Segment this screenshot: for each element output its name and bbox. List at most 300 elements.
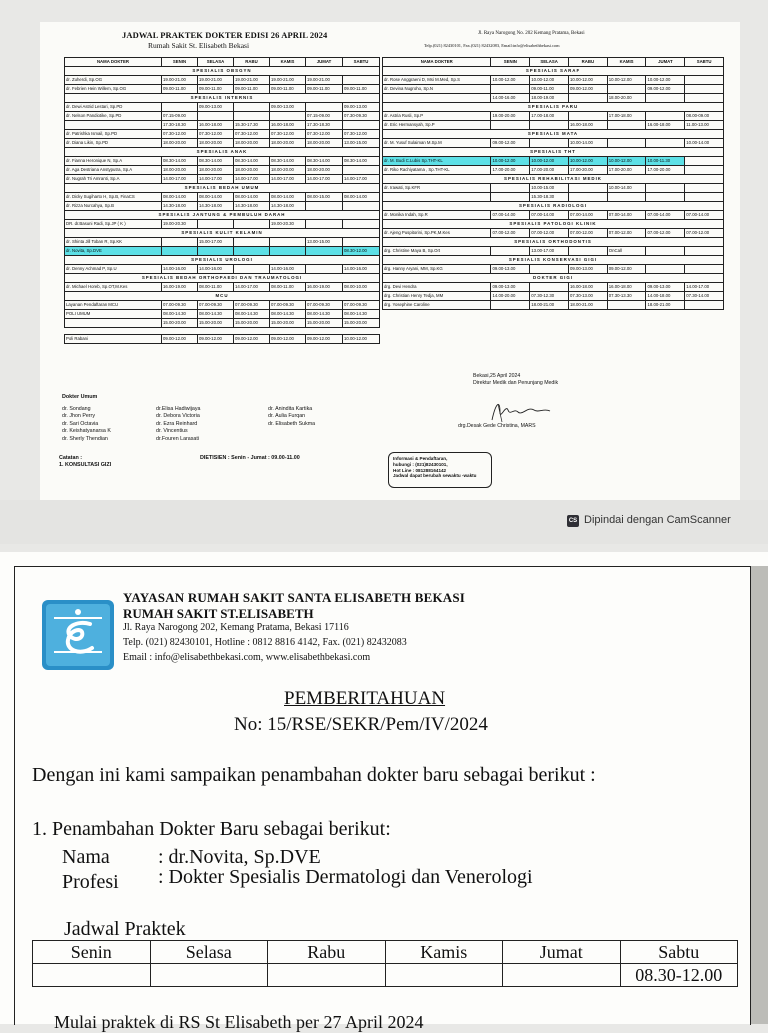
schedule-time-cell: 09.00-12.00 bbox=[491, 139, 530, 148]
schedule-time-cell: 07.30-12.00 bbox=[343, 130, 380, 139]
schedule-section-row bbox=[383, 238, 724, 247]
schedule-row bbox=[65, 220, 380, 229]
dietisien-note: DIETISIEN : Senin - Jumat : 09.00-11.00 bbox=[200, 455, 300, 461]
catatan-label: Catatan : bbox=[59, 455, 83, 461]
schedule-time-cell: 16.00-18.00 bbox=[198, 121, 234, 130]
schedule-section-row bbox=[65, 211, 380, 220]
schedule-row bbox=[383, 193, 724, 202]
schedule-time-cell bbox=[491, 193, 530, 202]
schedule-row bbox=[383, 211, 724, 220]
schedule-time-cell: 09.00-12.00 bbox=[607, 265, 646, 274]
schedule-row bbox=[65, 247, 380, 256]
nama-label: Nama bbox=[62, 846, 110, 868]
schedule-time-cell: 14.30-18.00 bbox=[162, 202, 198, 211]
section-label: SPESIALIS KULIT KELAMIN bbox=[65, 229, 380, 238]
schedule-time-cell: 17.30-18.30 bbox=[306, 121, 343, 130]
doctor-name-cell: drg. Christine Maya B, Sp.Ort bbox=[383, 247, 491, 256]
schedule-time-cell: 08.30-14.00 bbox=[343, 157, 380, 166]
place-date: Bekasi,25 April 2024 bbox=[473, 373, 521, 379]
schedule-time-cell bbox=[685, 247, 724, 256]
schedule-time-cell: 19.00-20.00 bbox=[491, 112, 530, 121]
schedule-time-cell: 14.00-17.00 bbox=[306, 175, 343, 184]
schedule-time-cell: 14.00-17.00 bbox=[234, 175, 270, 184]
dokter-umum-name: dr. Jhon Perry bbox=[62, 413, 95, 420]
schedule-time-cell: 07.15-09.00 bbox=[162, 112, 198, 121]
schedule-time-cell bbox=[234, 238, 270, 247]
doctor-name-cell: Layanan Pendaftaran MCU bbox=[65, 301, 162, 310]
schedule-time-cell bbox=[685, 94, 724, 103]
hospital-phone: Telp. (021) 82430101, Hotline : 0812 8816 4142, Fax. (021) 82432083 bbox=[123, 637, 407, 648]
camscanner-logo-icon: CS bbox=[567, 515, 579, 527]
info-box bbox=[388, 452, 492, 488]
schedule-time-cell bbox=[685, 184, 724, 193]
schedule-time-cell: 19.00-20.30 bbox=[270, 220, 306, 229]
schedule-time-cell: 11.00-13.00 bbox=[685, 121, 724, 130]
dokter-umum-list-1 bbox=[62, 406, 111, 443]
section-label: SPESIALIS MATA bbox=[383, 130, 724, 139]
schedule-row bbox=[383, 94, 724, 103]
schedule-time-cell bbox=[198, 112, 234, 121]
schedule-time-cell: 07.00-14.00 bbox=[568, 211, 607, 220]
schedule-time-cell: OnCall bbox=[607, 247, 646, 256]
schedule-time-cell: 08.00-14.30 bbox=[343, 310, 380, 319]
doctor-name-cell: dr. Fianna Heronique N, Sp.A bbox=[65, 157, 162, 166]
schedule-table-left bbox=[64, 57, 380, 344]
schedule-time-cell: 18.00-20.00 bbox=[270, 139, 306, 148]
section-label: SPESIALIS REHABILITASI MEDIK bbox=[383, 175, 724, 184]
jadwal-day: Selasa bbox=[150, 941, 268, 964]
schedule-section-row bbox=[65, 94, 380, 103]
section-label: MCU bbox=[65, 292, 380, 301]
dokter-umum-name: dr. Anindita Kartika bbox=[268, 406, 313, 412]
schedule-time-cell bbox=[568, 184, 607, 193]
schedule-time-cell: 15.00-20.00 bbox=[234, 319, 270, 328]
schedule-time-cell: 07.00-12.00 bbox=[685, 229, 724, 238]
schedule-row bbox=[383, 166, 724, 175]
schedule-time-cell: 07.00-14.00 bbox=[685, 211, 724, 220]
schedule-time-cell: 18.00-20.00 bbox=[234, 166, 270, 175]
org-name: YAYASAN RUMAH SAKIT SANTA ELISABETH BEKASI bbox=[123, 590, 466, 605]
schedule-time-cell: 15.00-20.00 bbox=[198, 319, 234, 328]
doctor-name-cell: Poli Rabani bbox=[65, 335, 162, 344]
schedule-time-cell: 08.00-14.30 bbox=[234, 310, 270, 319]
schedule-row bbox=[65, 319, 380, 328]
schedule-time-cell: 08.00-15.00 bbox=[306, 193, 343, 202]
letter-title: PEMBERITAHUAN bbox=[284, 688, 446, 709]
schedule-time-cell: 07.00-09.30 bbox=[162, 301, 198, 310]
schedule-time-cell bbox=[270, 238, 306, 247]
schedule-time-cell: 07.00-09.30 bbox=[343, 301, 380, 310]
camscanner-label: Dipindai dengan CamScanner bbox=[584, 514, 731, 526]
scan-edge bbox=[751, 566, 768, 1024]
doctor-name-cell: dr. Denny Achmad P, Sp.U bbox=[65, 265, 162, 274]
schedule-row bbox=[65, 301, 380, 310]
schedule-time-cell: 17.00-18.00 bbox=[530, 112, 569, 121]
signature-block bbox=[473, 373, 558, 387]
schedule-time-cell bbox=[530, 265, 569, 274]
section-label: SPESIALIS THT bbox=[383, 148, 724, 157]
schedule-time-cell bbox=[234, 265, 270, 274]
schedule-column-header: SENIN bbox=[162, 58, 198, 67]
schedule-time-cell: 09.00-13.00 bbox=[491, 283, 530, 292]
schedule-time-cell: 09.00-12.00 bbox=[646, 85, 685, 94]
doctor-name-cell: dr. Riko Rachiyatama , Sp.THT-KL bbox=[383, 166, 491, 175]
doctor-name-cell: dr. Shinta Jill Toban R, Sp.KK bbox=[65, 238, 162, 247]
schedule-column-header: NAMA DOKTER bbox=[65, 58, 162, 67]
doctor-name-cell: dr. Patrishka Ismail, Sp.PD bbox=[65, 130, 162, 139]
schedule-time-cell: 10.00-12.00 bbox=[530, 76, 569, 85]
schedule-time-cell: 10.00-12.00 bbox=[607, 76, 646, 85]
schedule-time-cell: 10.00-12.00 bbox=[491, 157, 530, 166]
dokter-umum-name: dr. Ezra Reinhard bbox=[156, 420, 198, 427]
schedule-row bbox=[65, 76, 380, 85]
jadwal-table bbox=[32, 940, 738, 987]
hospital-address: Jl. Raya Narogong 202, Kemang Pratama, Bekasi 17116 bbox=[123, 622, 349, 633]
schedule-time-cell bbox=[607, 121, 646, 130]
doctor-name-cell: dr. Michael Horeb, Sp.OT,M.Kes bbox=[65, 283, 162, 292]
section-label: DOKTER GIGI bbox=[383, 274, 724, 283]
schedule-time-cell bbox=[646, 247, 685, 256]
section-label: SPESIALIS RADIOLOGI bbox=[383, 202, 724, 211]
schedule-time-cell: 19.00-20.30 bbox=[162, 220, 198, 229]
schedule-time-cell: 08.00-11.00 bbox=[198, 283, 234, 292]
schedule-row bbox=[383, 112, 724, 121]
schedule-time-cell: 07.30-13.00 bbox=[568, 292, 607, 301]
schedule-column-header: RABU bbox=[234, 58, 270, 67]
schedule-time-cell: 10.00-12.00 bbox=[343, 335, 380, 344]
schedule-row bbox=[65, 103, 380, 112]
schedule-time-cell: 14.00-17.00 bbox=[343, 175, 380, 184]
schedule-column-header: KAMIS bbox=[607, 58, 646, 67]
schedule-time-cell: 07.15-09.00 bbox=[306, 112, 343, 121]
schedule-time-cell: 09.00-11.00 bbox=[306, 85, 343, 94]
schedule-time-cell: 09.00-12.00 bbox=[162, 335, 198, 344]
schedule-row bbox=[383, 85, 724, 94]
schedule-time-cell: 09.00-11.00 bbox=[270, 85, 306, 94]
section-label: SPESIALIS JANTUNG & PEMBULUH DARAH bbox=[65, 211, 380, 220]
schedule-time-cell: 07.00-14.00 bbox=[607, 211, 646, 220]
schedule-row bbox=[383, 283, 724, 292]
section-label: SPESIALIS ORTHODONTIS bbox=[383, 238, 724, 247]
schedule-section-row bbox=[383, 274, 724, 283]
section-label: SPESIALIS OBSGYN bbox=[65, 67, 380, 76]
schedule-time-cell bbox=[491, 247, 530, 256]
schedule-time-cell bbox=[685, 265, 724, 274]
schedule-section-row bbox=[65, 148, 380, 157]
schedule-time-cell bbox=[530, 121, 569, 130]
schedule-row bbox=[65, 335, 380, 344]
schedule-row bbox=[383, 265, 724, 274]
schedule-time-cell: 07.00-09.30 bbox=[270, 301, 306, 310]
schedule-time-cell bbox=[646, 265, 685, 274]
schedule-time-cell: 14.30-18.00 bbox=[270, 202, 306, 211]
schedule-time-cell bbox=[607, 301, 646, 310]
schedule-row bbox=[383, 76, 724, 85]
schedule-time-cell bbox=[568, 247, 607, 256]
jadwal-value bbox=[33, 964, 151, 987]
schedule-time-cell: 07.00-09.30 bbox=[234, 301, 270, 310]
schedule-time-cell: 07.30-14.00 bbox=[685, 292, 724, 301]
schedule-time-cell: 07.30-12.00 bbox=[234, 130, 270, 139]
schedule-time-cell: 14.00-17.00 bbox=[234, 283, 270, 292]
schedule-time-cell: 18.00-20.00 bbox=[162, 139, 198, 148]
schedule-time-cell bbox=[646, 112, 685, 121]
schedule-time-cell: 18.00-21.00 bbox=[646, 301, 685, 310]
schedule-time-cell: 09.00-12.00 bbox=[568, 85, 607, 94]
schedule-section-row bbox=[383, 130, 724, 139]
schedule-time-cell: 10.00-14.00 bbox=[607, 184, 646, 193]
schedule-section-row bbox=[383, 256, 724, 265]
schedule-time-cell bbox=[306, 265, 343, 274]
schedule-time-cell bbox=[306, 202, 343, 211]
schedule-time-cell bbox=[162, 103, 198, 112]
schedule-time-cell: 10.00-11.30 bbox=[646, 157, 685, 166]
section-label: SPESIALIS BEDAH ORTHOPAEDI DAN TRAUMATOLOGI bbox=[65, 274, 380, 283]
info-line: hubungi : (021)82430101, bbox=[393, 461, 448, 467]
schedule-time-cell: 13.00-15.00 bbox=[306, 238, 343, 247]
schedule-time-cell bbox=[234, 112, 270, 121]
schedule-time-cell: 14.30-18.00 bbox=[198, 202, 234, 211]
profesi-value: : Dokter Spesialis Dermatologi dan Venerologi bbox=[158, 866, 533, 888]
schedule-time-cell: 15.00-20.00 bbox=[162, 319, 198, 328]
schedule-time-cell bbox=[306, 247, 343, 256]
schedule-column-header: SENIN bbox=[491, 58, 530, 67]
schedule-time-cell: 07.00-12.00 bbox=[530, 229, 569, 238]
doctor-name-cell: dr. Devina Nugroho, Sp.N bbox=[383, 85, 491, 94]
schedule-row bbox=[65, 202, 380, 211]
schedule-time-cell bbox=[162, 247, 198, 256]
schedule-time-cell bbox=[685, 193, 724, 202]
schedule-time-cell: 08.00-14.30 bbox=[270, 310, 306, 319]
schedule-time-cell: 08.00-14.00 bbox=[162, 193, 198, 202]
schedule-time-cell bbox=[306, 103, 343, 112]
schedule-column-header: SABTU bbox=[685, 58, 724, 67]
schedule-time-cell: 09.00-13.00 bbox=[270, 103, 306, 112]
schedule-table-right bbox=[382, 57, 724, 310]
schedule-time-cell bbox=[568, 94, 607, 103]
letter-item-1: 1. Penambahan Dokter Baru sebagai berikut: bbox=[32, 818, 391, 840]
schedule-address: Jl. Raya Narogong No. 202 Kemang Pratama, Bekasi bbox=[478, 31, 585, 36]
schedule-time-cell: 14.00-17.00 bbox=[198, 175, 234, 184]
schedule-time-cell: 09.00-11.00 bbox=[198, 85, 234, 94]
schedule-time-cell bbox=[685, 301, 724, 310]
schedule-time-cell bbox=[198, 247, 234, 256]
doctor-name-cell: dr. M. Yusuf Sulaiman M.Sp.M bbox=[383, 139, 491, 148]
schedule-time-cell: 17.00-20.00 bbox=[568, 166, 607, 175]
catatan-item: 1. KONSULTASI GIZI bbox=[59, 462, 112, 469]
schedule-subtitle: Rumah Sakit St. Elisabeth Bekasi bbox=[148, 41, 250, 50]
schedule-section-row bbox=[65, 229, 380, 238]
letter-intro: Dengan ini kami sampaikan penambahan dokter baru sebagai berikut : bbox=[32, 764, 596, 786]
dokter-umum-list-3 bbox=[268, 406, 315, 428]
schedule-time-cell bbox=[343, 202, 380, 211]
schedule-time-cell: 13.00-15.00 bbox=[343, 139, 380, 148]
schedule-time-cell: 18.00-20.00 bbox=[234, 139, 270, 148]
schedule-column-header: RABU bbox=[568, 58, 607, 67]
jadwal-value bbox=[385, 964, 503, 987]
schedule-row bbox=[65, 283, 380, 292]
schedule-time-cell: 16.00-18.00 bbox=[568, 121, 607, 130]
doctor-name-cell: dr. Zuherdi, Sp.OG bbox=[65, 76, 162, 85]
doctor-name-cell: drg. Christian Henry Tedja, MM bbox=[383, 292, 491, 301]
schedule-time-cell: 17.00-20.00 bbox=[530, 166, 569, 175]
schedule-time-cell: 07.30-12.00 bbox=[306, 130, 343, 139]
schedule-time-cell: 17.00-20.00 bbox=[646, 166, 685, 175]
schedule-column-header: JUMAT bbox=[306, 58, 343, 67]
schedule-row bbox=[65, 112, 380, 121]
dokter-umum-name: dr. Vincentius bbox=[156, 428, 188, 435]
schedule-time-cell: 15.00-17.00 bbox=[198, 238, 234, 247]
dokter-umum-list-2 bbox=[156, 406, 200, 443]
schedule-time-cell: 08.00-14.00 bbox=[343, 193, 380, 202]
schedule-time-cell: 09.00-13.00 bbox=[568, 265, 607, 274]
schedule-time-cell: 14.30-18.00 bbox=[234, 202, 270, 211]
schedule-time-cell bbox=[343, 166, 380, 175]
schedule-time-cell bbox=[234, 220, 270, 229]
schedule-time-cell: 14.00-16.00 bbox=[270, 265, 306, 274]
doctor-name-cell: dr. M. Budi C.Lubis Sp.THT-KL bbox=[383, 157, 491, 166]
jadwal-value bbox=[268, 964, 386, 987]
schedule-time-cell: 08.00-14.30 bbox=[162, 310, 198, 319]
schedule-time-cell bbox=[607, 85, 646, 94]
schedule-time-cell: 08.00-14.00 bbox=[270, 193, 306, 202]
schedule-time-cell: 18.00-20.00 bbox=[198, 166, 234, 175]
schedule-header-row bbox=[65, 58, 380, 67]
schedule-section-row bbox=[383, 67, 724, 76]
hospital-email: Email : info@elisabethbekasi.com, www.elisabethbekasi.com bbox=[123, 652, 371, 663]
schedule-time-cell: 14.00-20.00 bbox=[491, 292, 530, 301]
jadwal-day: Kamis bbox=[385, 941, 503, 964]
schedule-time-cell: 08.00-09.00 bbox=[685, 112, 724, 121]
schedule-section-row bbox=[65, 292, 380, 301]
dokter-umum-name: dr. Sari Octavia bbox=[62, 420, 99, 427]
doctor-name-cell: dr. Nelson Pandiotike, Sp.PD bbox=[65, 112, 162, 121]
section-label: SPESIALIS BEDAH UMUM bbox=[65, 184, 380, 193]
schedule-time-cell bbox=[343, 220, 380, 229]
schedule-time-cell: 07.00-12.00 bbox=[491, 229, 530, 238]
schedule-time-cell: 09.00-12.00 bbox=[234, 335, 270, 344]
schedule-section-row bbox=[65, 274, 380, 283]
jadwal-day: Senin bbox=[33, 941, 151, 964]
schedule-time-cell: 09.00-13.00 bbox=[343, 103, 380, 112]
schedule-row bbox=[65, 85, 380, 94]
schedule-row bbox=[383, 301, 724, 310]
schedule-time-cell: 19.00-21.00 bbox=[306, 76, 343, 85]
schedule-time-cell: 09.00-11.00 bbox=[162, 85, 198, 94]
schedule-time-cell bbox=[530, 283, 569, 292]
schedule-time-cell: 18.00-20.00 bbox=[270, 166, 306, 175]
schedule-time-cell bbox=[491, 85, 530, 94]
schedule-time-cell: 18.00-20.00 bbox=[306, 139, 343, 148]
schedule-time-cell: 15.00-20.00 bbox=[306, 319, 343, 328]
doctor-name-cell: dr. Eric Hermansyah, Sp.P bbox=[383, 121, 491, 130]
schedule-time-cell bbox=[343, 76, 380, 85]
dokter-umum-name: dr. Aulia Furqan bbox=[268, 413, 306, 420]
schedule-time-cell: 07.00-14.00 bbox=[491, 211, 530, 220]
doctor-name-cell: dr. Ajeng Puspitorini, Sp.PK,M.Kes bbox=[383, 229, 491, 238]
info-line: Jadwal dapat berubah sewaktu -waktu bbox=[393, 473, 477, 479]
schedule-time-cell: 16.00-18.00 bbox=[270, 121, 306, 130]
doctor-name-cell: dr. Rizza Nurcahya, Sp.B bbox=[65, 202, 162, 211]
schedule-time-cell: 18.00-21.00 bbox=[568, 301, 607, 310]
doctor-name-cell: dr. Monika Indah, Sp.R bbox=[383, 211, 491, 220]
schedule-title: JADWAL PRAKTEK DOKTER EDISI 26 APRIL 2024 bbox=[122, 30, 328, 40]
schedule-time-cell: 10.00-12.00 bbox=[491, 76, 530, 85]
doctor-name-cell: dr. Nugrah Tri Amranti, Sp.A bbox=[65, 175, 162, 184]
schedule-time-cell: 07.30-12.30 bbox=[530, 292, 569, 301]
schedule-time-cell bbox=[198, 220, 234, 229]
schedule-time-cell: 07.00-09.30 bbox=[306, 301, 343, 310]
schedule-time-cell: 14.00-17.00 bbox=[270, 175, 306, 184]
schedule-time-cell bbox=[162, 238, 198, 247]
jadwal-value: 08.30-12.00 bbox=[620, 964, 738, 987]
jadwal-value bbox=[503, 964, 621, 987]
schedule-time-cell bbox=[491, 301, 530, 310]
section-label: SPESIALIS KONSERVASI GIGI bbox=[383, 256, 724, 265]
schedule-time-cell: 07.00-12.00 bbox=[646, 229, 685, 238]
schedule-column-header: KAMIS bbox=[270, 58, 306, 67]
schedule-time-cell bbox=[646, 184, 685, 193]
schedule-time-cell: 07.30-09.30 bbox=[343, 112, 380, 121]
schedule-time-cell: 14.00-16.00 bbox=[162, 265, 198, 274]
signature-scribble bbox=[488, 398, 558, 424]
schedule-time-cell bbox=[306, 220, 343, 229]
schedule-time-cell: 08.30-14.00 bbox=[162, 157, 198, 166]
letter-number: No: 15/RSE/SEKR/Pem/IV/2024 bbox=[234, 714, 488, 735]
schedule-time-cell: 10.00-14.00 bbox=[685, 139, 724, 148]
doctor-name-cell: dr. Dewi Astrid Lestari, Sp.PD bbox=[65, 103, 162, 112]
schedule-time-cell: 08.30-12.00 bbox=[343, 247, 380, 256]
schedule-time-cell: 07.00-14.00 bbox=[646, 211, 685, 220]
schedule-time-cell bbox=[607, 193, 646, 202]
schedule-time-cell: 07.00-12.00 bbox=[568, 229, 607, 238]
schedule-time-cell: 10.00-12.00 bbox=[568, 157, 607, 166]
schedule-gap-row bbox=[65, 328, 380, 335]
schedule-time-cell: 07.00-12.00 bbox=[607, 229, 646, 238]
section-label: SPESIALIS ANAK bbox=[65, 148, 380, 157]
schedule-time-cell bbox=[530, 139, 569, 148]
schedule-time-cell: 16.00-18.00 bbox=[607, 283, 646, 292]
schedule-column-header: SABTU bbox=[343, 58, 380, 67]
schedule-document bbox=[40, 22, 740, 500]
schedule-row bbox=[65, 121, 380, 130]
schedule-time-cell: 17.00-20.00 bbox=[491, 166, 530, 175]
info-line: Informasi & Pendaftaran, bbox=[393, 456, 448, 461]
schedule-time-cell: 14.00-17.00 bbox=[685, 283, 724, 292]
schedule-time-cell: 07.30-12.00 bbox=[162, 130, 198, 139]
schedule-header-row bbox=[383, 58, 724, 67]
schedule-row bbox=[65, 130, 380, 139]
dokter-umum-name: dr. Keishatyanarsa K bbox=[62, 428, 111, 435]
schedule-column-header: JUMAT bbox=[646, 58, 685, 67]
schedule-row bbox=[383, 139, 724, 148]
schedule-section-row bbox=[383, 103, 724, 112]
schedule-time-cell bbox=[234, 247, 270, 256]
schedule-time-cell bbox=[646, 94, 685, 103]
schedule-time-cell: 08.30-14.00 bbox=[306, 157, 343, 166]
schedule-time-cell: 10.00-12.00 bbox=[530, 157, 569, 166]
schedule-row bbox=[65, 175, 380, 184]
schedule-section-row bbox=[65, 256, 380, 265]
schedule-time-cell: 07.00-14.00 bbox=[530, 211, 569, 220]
schedule-time-cell bbox=[270, 112, 306, 121]
schedule-time-cell: 18.00-20.00 bbox=[306, 166, 343, 175]
schedule-time-cell bbox=[685, 166, 724, 175]
schedule-time-cell: 14.00-16.00 bbox=[198, 265, 234, 274]
schedule-row bbox=[383, 292, 724, 301]
dokter-umum-name: dr. Debora Victoria bbox=[156, 413, 200, 420]
schedule-row bbox=[383, 157, 724, 166]
